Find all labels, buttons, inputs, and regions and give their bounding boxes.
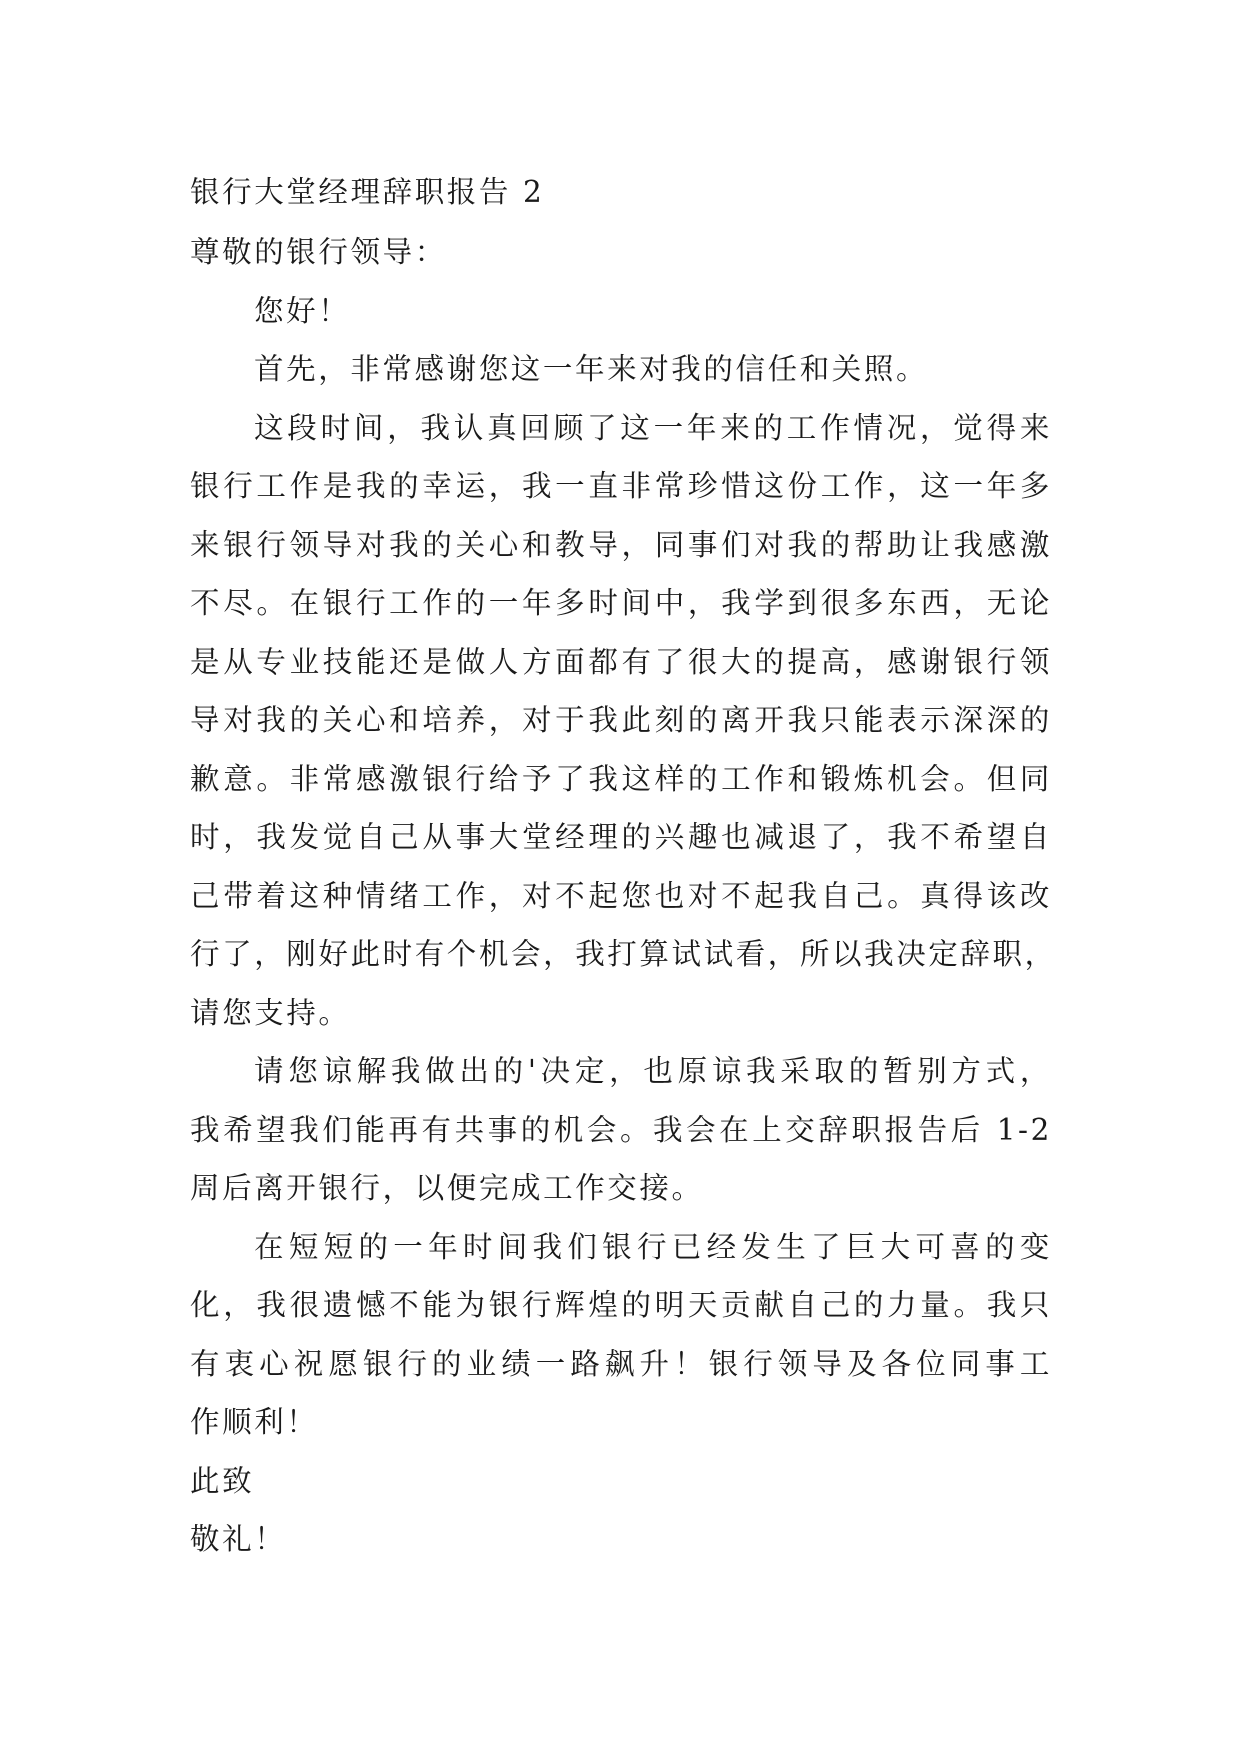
- paragraph-line: 来银行领导对我的关心和教导，同事们对我的帮助让我感激: [190, 527, 1052, 562]
- paragraph-thanks: [190, 340, 1052, 399]
- paragraph-line: 周后离开银行，以便完成工作交接。: [190, 1171, 704, 1205]
- paragraph-line: 是从专业技能还是做人方面都有了很大的提高，感谢银行领: [190, 644, 1052, 679]
- paragraph-line: 化，我很遗憾不能为银行辉煌的明天贡献自己的力量。我只: [190, 1288, 1052, 1322]
- paragraph-line: 己带着这种情绪工作，对不起您也对不起我自己。真得该改: [190, 878, 1052, 913]
- paragraph-line: 请您谅解我做出的'决定，也原谅我采取的暂别方式，: [254, 1054, 1052, 1088]
- closing-line-1: 此致: [190, 1463, 255, 1498]
- paragraph-line: 不尽。在银行工作的一年多时间中，我学到很多东西，无论: [190, 586, 1052, 620]
- paragraph-line: 我希望我们能再有共事的机会。我会在上交辞职报告后 1-2: [190, 1112, 1052, 1147]
- paragraph-wishes: [190, 1218, 1052, 1452]
- letter-body: [190, 163, 1057, 1569]
- paragraph-line: 歉意。非常感激银行给予了我这样的工作和锻炼机会。但同: [190, 761, 1052, 796]
- paragraph-understanding: [190, 1042, 1052, 1218]
- paragraph-line: 首先，非常感谢您这一年来对我的信任和关照。: [254, 352, 929, 386]
- paragraph-line: 作顺利！: [190, 1405, 319, 1439]
- document-title: 银行大堂经理辞职报告 2: [190, 175, 545, 209]
- paragraph-reason: [190, 399, 1057, 1043]
- paragraph-line: 有衷心祝愿银行的业绩一路飙升！银行领导及各位同事工: [190, 1346, 1052, 1381]
- greeting: 您好！: [254, 293, 351, 328]
- paragraph-line: 导对我的关心和培养，对于我此刻的离开我只能表示深深的: [190, 703, 1052, 737]
- paragraph-line: 银行工作是我的幸运，我一直非常珍惜这份工作，这一年多: [190, 469, 1052, 503]
- paragraph-line: 请您支持。: [190, 995, 351, 1030]
- paragraph-line: 时，我发觉自己从事大堂经理的兴趣也减退了，我不希望自: [190, 820, 1052, 854]
- salutation: 尊敬的银行领导：: [190, 235, 447, 269]
- closing-line-2: 敬礼！: [190, 1522, 287, 1556]
- paragraph-line: 行了，刚好此时有个机会，我打算试试看，所以我决定辞职，: [190, 937, 1057, 971]
- paragraph-line: 这段时间，我认真回顾了这一年来的工作情况，觉得来: [254, 410, 1052, 445]
- paragraph-line: 在短短的一年时间我们银行已经发生了巨大可喜的变: [254, 1229, 1052, 1264]
